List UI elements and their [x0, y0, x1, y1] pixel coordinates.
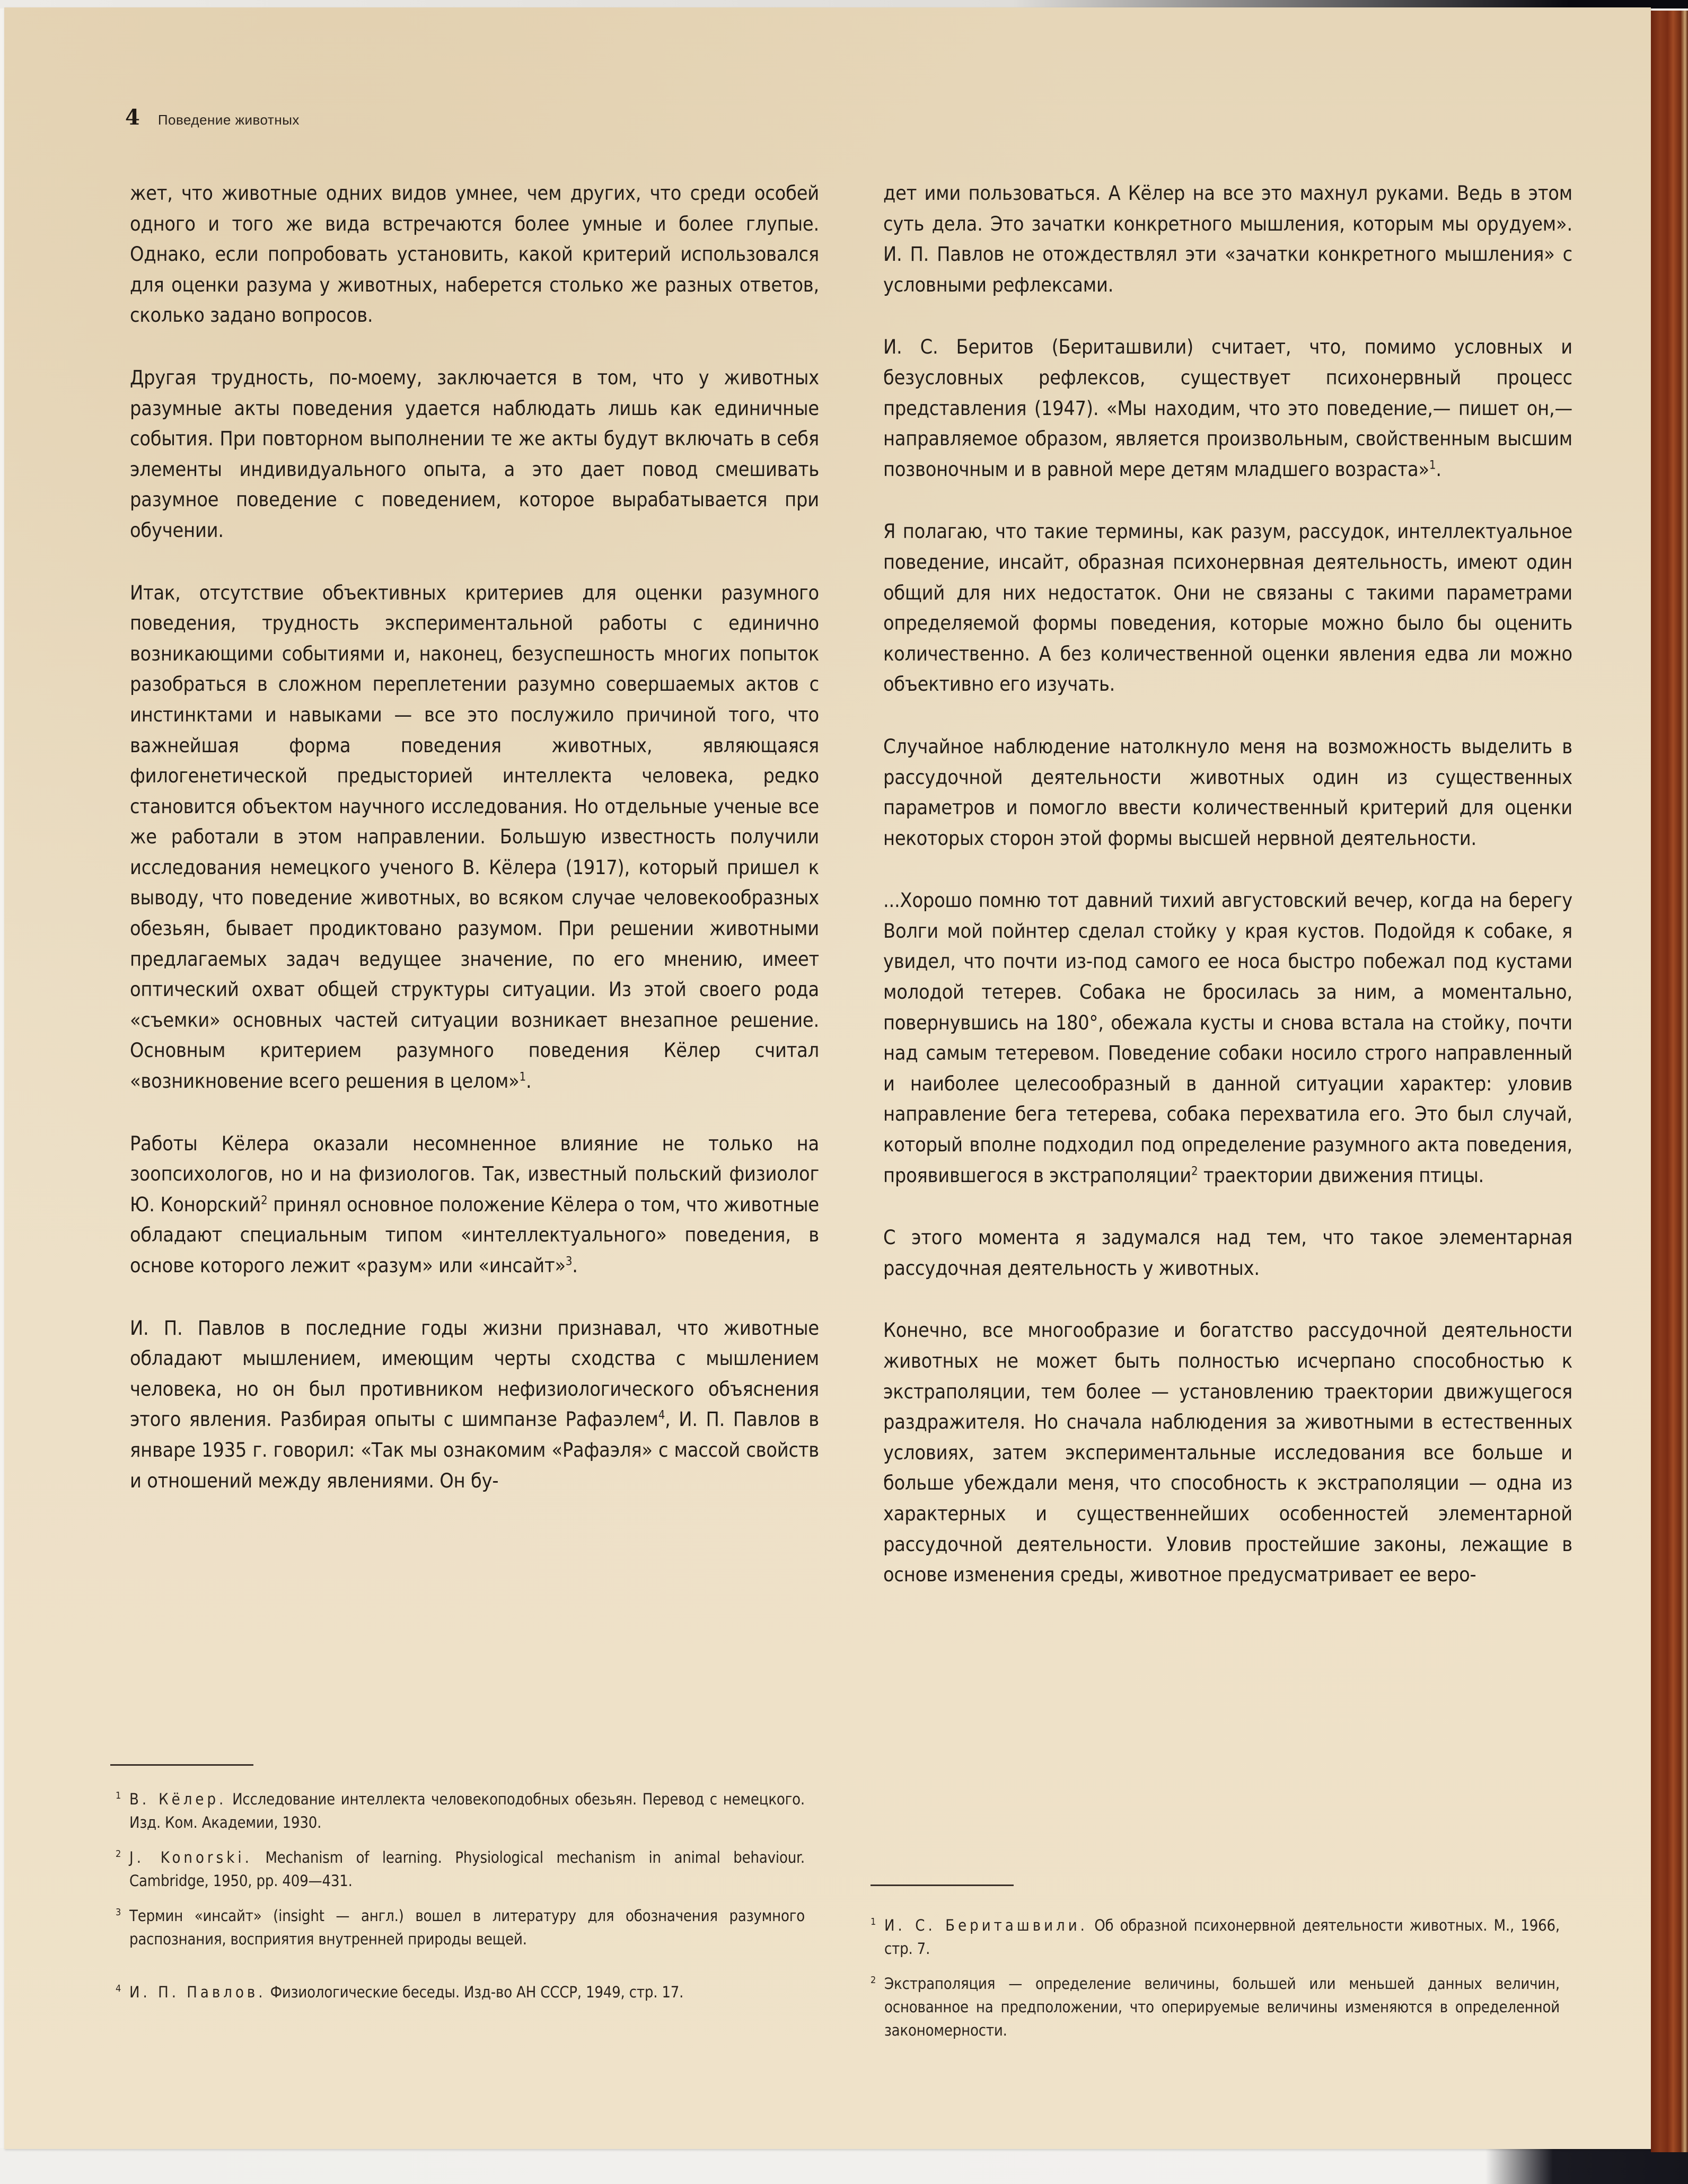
footnote-author: J. Konorski.	[129, 1848, 252, 1866]
footnote: 1 И. С. Бериташвили. Об образной психонервной деятельности животных. М., 1966, стр. 7.	[871, 1914, 1560, 1960]
page-number: 4	[125, 105, 140, 130]
footnote: 2 Экстраполяция — определение величины, большей или меньшей данных величин, основанное на предположении, что оперируемые величины изменяются в определенной закономерности.	[871, 1972, 1560, 2042]
paragraph: С этого момента я задумался над тем, что такое элементарная рассудочная деятельность у животных.	[883, 1226, 1572, 1280]
footnote-divider	[110, 1764, 253, 1766]
paragraph: жет, что животные одних видов умнее, чем других, что среди особей одного и того же вида встречаются более умные и более глупые. Однако, если попробовать установить, какой критерий использовался для оценки разума у животных, наберется столько же разных ответов, сколько задано вопросов.	[130, 181, 819, 327]
paragraph: Я полагаю, что такие термины, как разум, рассудок, интеллектуальное поведение, инсайт, образная психонервная деятельность, имеют один общий для них недостаток. Они не связаны с такими параметрами определяемой формы поведения, которые можно было бы оценить количественно. А без количественной оценки явления едва ли можно объективно его изучать.	[883, 519, 1572, 696]
paragraph: ...Хорошо помню тот давний тихий августовский вечер, когда на берегу Волги мой пойнтер сделал стойку у края кустов. Подойдя к собаке, я увидел, что почти из-под самого ее носа быстро побежал под кустами молодой тетерев. Собака не бросилась за ним, а моментально, повернувшись на 180°, обежала кусты и снова встала на стойку, почти над самым тетеревом. Поведение собаки носило строго направленный и наиболее целесообразный в данной ситуации характер: уловив направление бега тетерева, собака перехватила его. Это был случай, который вполне подходил под определение разумного акта поведения, проявившегося в экстраполяции$^2$ траектории движения птицы.	[883, 888, 1572, 1187]
paragraph: Итак, отсутствие объективных критериев для оценки разумного поведения, трудность экспериментальной работы с единично возникающими событиями и, наконец, безуспешность многих попыток разобраться в сложном переплетении разумно совершаемых актов с инстинктами и навыками — все это послужило причиной того, что важнейшая форма поведения животных, являющаяся филогенетической предысторией интеллекта человека, редко становится объектом научного исследования. Но отдельные ученые все же работали в этом направлении. Большую известность получили исследования немецкого ученого В. Кёлера (1917), который пришел к выводу, что поведение животных, во всяком случае человекообразных обезьян, бывает продиктовано разумом. При решении животными предлагаемых задач ведущее значение, по его мнению, имеет оптический охват общей структуры ситуации. Из этой своего рода «съемки» основных частей ситуации возникает внезапное решение. Основным критерием разумного поведения Кёлер считал «возникновение всего решения в целом»$^1$.	[130, 580, 819, 1093]
running-title: Поведение животных	[157, 112, 300, 128]
footnote-ref[interactable]: 1	[519, 1070, 526, 1084]
paragraph: Случайное наблюдение натолкнуло меня на возможность выделить в рассудочной деятельности животных один из существенных параметров и помогло ввести количественный критерий для оценки некоторых сторон этой формы высшей нервной деятельности.	[883, 734, 1572, 850]
footnote-ref[interactable]: 2	[261, 1194, 268, 1208]
footnote-mark: 1	[116, 1790, 121, 1801]
footnote: 4 И. П. Павлов. Физиологические беседы. Изд-во АН СССР, 1949, стр. 17.	[116, 1980, 805, 2004]
footnote-ref[interactable]: 2	[1191, 1165, 1198, 1178]
paragraph: И. П. Павлов в последние годы жизни признавал, что животные обладают мышлением, имеющим черты сходства с мышлением человека, но он был противником нефизиологического объяснения этого явления. Разбирая опыты с шимпанзе Рафаэлем$^4$, И. П. Павлов в январе 1935 г. говорил: «Так мы ознакомим «Рафаэля» с массой свойств и отношений между явлениями. Он бу-	[130, 1316, 819, 1492]
footnote-mark: 4	[116, 1983, 121, 1994]
paragraph: Работы Кёлера оказали несомненное влияние не только на зоопсихологов, но и на физиологов. Так, известный польский физиолог Ю. Конорский$^2$ принял основное положение Кёлера о том, что животные обладают специальным типом «интеллектуального» поведения, в основе которого лежит «разум» или «инсайт»$^3$.	[130, 1131, 819, 1277]
right-column	[883, 178, 1572, 1622]
footnote: 3 Термин «инсайт» (insight — англ.) вошел в литературу для обозначения разумного распознания, восприятия внутренней природы вещей.	[116, 1904, 805, 1951]
scan-background-bottom	[0, 2148, 1688, 2184]
left-footnotes	[116, 1787, 805, 2015]
footnote: 2 J. Konorski. Mechanism of learning. Physiological mechanism in animal behaviour. Cambridge, 1950, pp. 409—431.	[116, 1846, 805, 1892]
footnote: 1 В. Кёлер. Исследование интеллекта человекоподобных обезьян. Перевод с немецкого. Изд. Ком. Академии, 1930.	[116, 1787, 805, 1834]
footnote-mark: 1	[871, 1916, 876, 1927]
footnote-mark: 3	[116, 1907, 121, 1918]
footnote-divider	[871, 1884, 1014, 1886]
footnote-mark: 2	[116, 1848, 121, 1860]
footnote-ref[interactable]: 3	[565, 1255, 573, 1269]
page-header	[125, 105, 300, 130]
paragraph: Другая трудность, по-моему, заключается в том, что у животных разумные акты поведения удается наблюдать лишь как единичные события. При повторном выполнении те же акты будут включать в себя элементы индивидуального опыта, а это дает повод смешивать разумное поведение с поведением, которое вырабатывается при обучении.	[130, 365, 819, 542]
book-spine	[1651, 11, 1688, 2152]
footnote-ref[interactable]: 1	[1429, 459, 1436, 472]
footnote-author: В. Кёлер.	[129, 1790, 227, 1808]
footnote-author: И. С. Бериташвили.	[884, 1916, 1088, 1934]
left-column	[130, 178, 819, 1528]
paragraph: дет ими пользоваться. А Кёлер на все это махнул руками. Ведь в этом суть дела. Это зачатки конкретного мышления, которым мы орудуем». И. П. Павлов не отождествлял эти «зачатки конкретного мышления» с условными рефлексами.	[883, 181, 1572, 296]
footnote-mark: 2	[871, 1975, 876, 1986]
paragraph: Конечно, все многообразие и богатство рассудочной деятельности животных не может быть полностью исчерпано способностью к экстраполяции, тем более — установлению траектории движущегося раздражителя. Но сначала наблюдения за животными в естественных условиях, затем экспериментальные исследования все больше и больше убеждали меня, что способность к экстраполяции — одна из характерных и существеннейших особенностей элементарной рассудочной деятельности. Уловив простейшие законы, лежащие в основе изменения среды, животное предусматривает ее веро-	[883, 1318, 1572, 1587]
paragraph: И. С. Беритов (Бериташвили) считает, что, помимо условных и безусловных рефлексов, существует психонервный процесс представления (1947). «Мы находим, что это поведение,— пишет он,— направляемое образом, является произвольным, свойственным высшим позвоночным и в равной мере детям младшего возраста»$^1$.	[883, 335, 1572, 481]
right-footnotes	[871, 1914, 1560, 2054]
footnote-ref[interactable]: 4	[658, 1408, 665, 1422]
footnote-author: И. П. Павлов.	[129, 1983, 266, 2001]
